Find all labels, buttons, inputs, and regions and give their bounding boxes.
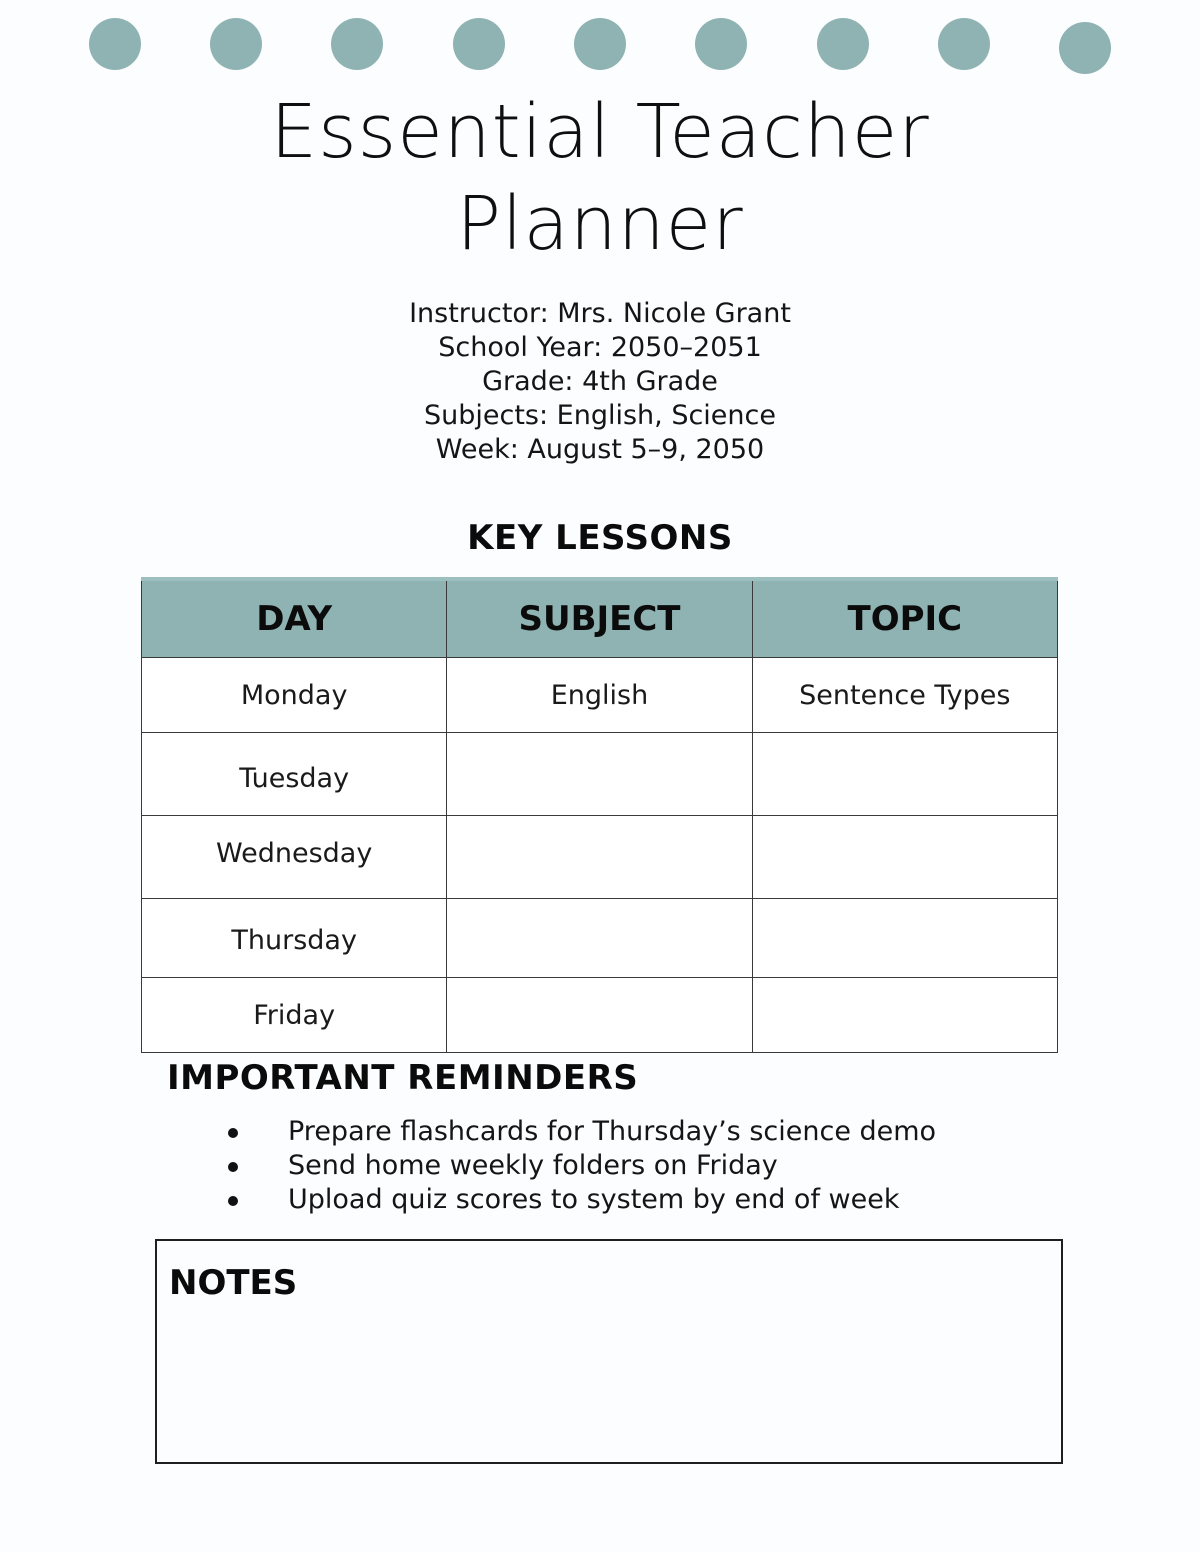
- decorative-dot: [453, 18, 505, 70]
- school-year-text: School Year: 2050–2051: [438, 332, 762, 363]
- topic-cell[interactable]: Sentence Types: [752, 658, 1057, 733]
- reminder-text: Prepare flashcards for Thursday’s science demo: [288, 1116, 937, 1147]
- subjects-text: Subjects: English, Science: [423, 400, 776, 431]
- grade-text: Grade: 4th Grade: [482, 366, 718, 397]
- table-row: [142, 733, 1058, 816]
- subject-cell[interactable]: English: [447, 658, 752, 733]
- table-row: [142, 899, 1058, 978]
- table-header-row: [142, 579, 1058, 658]
- notes-content[interactable]: [169, 1321, 1049, 1450]
- bullet-icon: [228, 1128, 238, 1138]
- subject-cell[interactable]: [447, 899, 752, 978]
- key-lessons-heading: KEY LESSONS: [467, 518, 733, 558]
- key-lessons-table: [141, 577, 1058, 1053]
- decorative-dot: [210, 18, 262, 70]
- day-cell: Friday: [142, 978, 447, 1053]
- decorative-dot: [1059, 22, 1111, 74]
- decorative-dot: [938, 18, 990, 70]
- list-item: [220, 1115, 936, 1149]
- page-title: [0, 86, 1200, 270]
- topic-cell[interactable]: [752, 733, 1057, 816]
- list-item: [220, 1183, 936, 1217]
- day-cell: Thursday: [142, 899, 447, 978]
- bullet-icon: [228, 1196, 238, 1206]
- topic-cell[interactable]: [752, 978, 1057, 1053]
- notes-heading: NOTES: [169, 1263, 298, 1303]
- instructor-text: Instructor: Mrs. Nicole Grant: [409, 298, 791, 329]
- day-cell: Tuesday: [142, 733, 447, 816]
- notes-box[interactable]: [155, 1239, 1063, 1464]
- page-title-line-1: Essential Teacher: [270, 89, 930, 175]
- bullet-icon: [228, 1162, 238, 1172]
- reminders-list: [220, 1115, 936, 1217]
- topic-cell[interactable]: [752, 899, 1057, 978]
- day-cell: Wednesday: [142, 816, 447, 899]
- day-cell: Monday: [142, 658, 447, 733]
- list-item: [220, 1149, 936, 1183]
- subject-cell[interactable]: [447, 816, 752, 899]
- topic-cell[interactable]: [752, 816, 1057, 899]
- decorative-dot: [331, 18, 383, 70]
- reminder-text: Upload quiz scores to system by end of week: [288, 1184, 900, 1215]
- table-row: [142, 978, 1058, 1053]
- subject-cell[interactable]: [447, 733, 752, 816]
- page-title-line-2: Planner: [456, 181, 744, 267]
- decorative-dot: [695, 18, 747, 70]
- column-header-topic: TOPIC: [752, 579, 1057, 658]
- important-reminders-heading: IMPORTANT REMINDERS: [167, 1058, 639, 1098]
- table-row: [142, 658, 1058, 733]
- week-text: Week: August 5–9, 2050: [435, 434, 765, 465]
- decorative-dot: [574, 18, 626, 70]
- column-header-subject: SUBJECT: [447, 579, 752, 658]
- decorative-dot: [89, 18, 141, 70]
- table-row: [142, 816, 1058, 899]
- planner-info: [0, 297, 1200, 467]
- decorative-dot-row: [0, 0, 1200, 80]
- subject-cell[interactable]: [447, 978, 752, 1053]
- reminder-text: Send home weekly folders on Friday: [288, 1150, 778, 1181]
- decorative-dot: [817, 18, 869, 70]
- column-header-day: DAY: [142, 579, 447, 658]
